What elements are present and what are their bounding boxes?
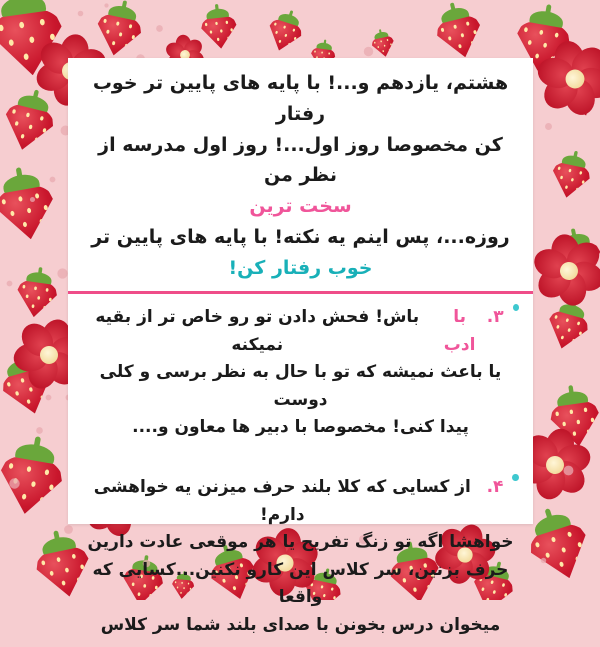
dot-decoration (36, 428, 43, 435)
dot-decoration (563, 465, 573, 475)
block2-lead: با ادب (443, 307, 476, 355)
dot-decoration (50, 177, 56, 183)
card-block-2 (68, 294, 533, 450)
block1-line-1: هشتم، یازدهم و...! با پایه های پایین تر خوب رفتار (92, 72, 509, 125)
block3-line-4: میخوان درس بخونن با صدای بلند شما سر کلاس (100, 614, 501, 635)
strawberry-icon (263, 8, 308, 56)
block2-number: ۳. (486, 307, 504, 328)
dot-decoration (78, 10, 84, 16)
dot-decoration (45, 395, 51, 401)
text-card (68, 58, 533, 635)
strawberry-icon (199, 5, 240, 50)
strawberry-icon (369, 29, 397, 59)
block3-line-1: از کسایی که کلا بلند حرف میزنن یه خواهشی دارم! (93, 477, 471, 525)
dot-decoration (6, 280, 12, 286)
flower-icon (528, 230, 600, 311)
block1-highlight-pink: سخت ترین (249, 195, 352, 218)
block2-line-3: پیدا کنی! مخصوصا با دبیر ها معاون و.... (132, 417, 469, 438)
block2-line-2: یا باعث نمیشه که تو با حال به نظر برسی و کلی دوست (99, 362, 502, 410)
block3-line-2: خواهشا اگه تو زنگ تفریح یا هر موقعی عادت دارین (87, 532, 514, 553)
block3-line-3: حرف بزنین، سر کلاس این کارو نکنین...کسایی که واقعا (92, 559, 509, 608)
block1-highlight-teal: خوب رفتار کن! (228, 256, 373, 279)
strawberry-icon (430, 1, 487, 63)
block2-line-1: باش! فحش دادن تو رو خاص تر از بقیه نمیکنه (95, 307, 420, 355)
dot-decoration (57, 269, 67, 279)
strawberry-icon (13, 268, 61, 320)
strawberry-icon (0, 437, 69, 520)
block1-line-2: کن مخصوصا روز اول...! روز اول مدرسه از نظر من (98, 133, 503, 187)
block3-number: ۴. (486, 477, 504, 498)
card-block-3 (68, 464, 533, 647)
strawberry-icon (547, 150, 594, 201)
block1-line-3: روزه...، پس اینم یه نکته! با پایه های پایین تر (91, 225, 510, 248)
card-block-1 (68, 58, 533, 291)
dot-decoration (363, 47, 372, 56)
bullet-icon (512, 474, 519, 481)
bullet-icon (513, 304, 519, 311)
dot-decoration (30, 197, 35, 202)
dot-decoration (545, 123, 552, 130)
dot-decoration (156, 25, 163, 32)
